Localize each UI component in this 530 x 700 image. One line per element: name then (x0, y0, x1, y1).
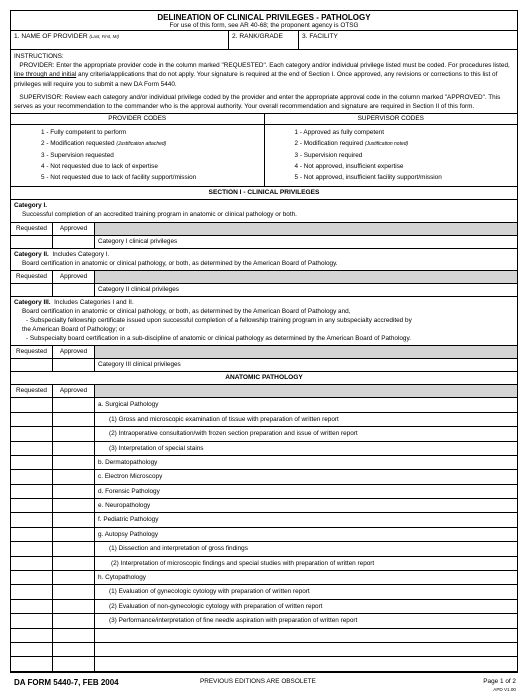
supervisor-code: 5 - Not approved, insufficient facility support/mission (294, 173, 442, 181)
provider-info-row (11, 30, 517, 50)
privilege-row (11, 442, 517, 456)
section-1-heading: SECTION I - CLINICAL PRIVILEGES (11, 187, 517, 200)
approved-cell[interactable] (53, 398, 95, 411)
form-id: DA FORM 5440-7, FEB 2004 (14, 678, 119, 687)
approved-cell[interactable] (53, 643, 95, 656)
previous-editions-note: PREVIOUS EDITIONS ARE OBSOLETE (200, 678, 316, 685)
approved-cell[interactable] (53, 470, 95, 483)
category-3-header-row: Requested Approved (11, 346, 517, 359)
privilege-row (11, 513, 517, 527)
supervisor-code: 4 - Not approved, insufficient expertise (294, 162, 404, 170)
requested-cell[interactable] (11, 359, 53, 371)
facility-label: 3. FACILITY (302, 33, 338, 40)
name-of-provider-label: 1. NAME OF PROVIDER (14, 33, 88, 40)
form-subtitle: For use of this form, see AR 40-68; the proponent agency is OTSG (169, 22, 359, 29)
approved-cell[interactable] (53, 629, 95, 642)
privilege-row (11, 585, 517, 599)
approved-cell[interactable] (53, 499, 95, 512)
requested-cell[interactable] (11, 657, 53, 670)
requested-cell[interactable] (11, 571, 53, 584)
privilege-row (11, 456, 517, 470)
category-2-privilege-row: Category II clinical privileges (11, 284, 517, 297)
supervisor-code: 2 - Modification required (Justification noted) (294, 140, 409, 148)
approved-cell[interactable] (53, 236, 95, 248)
privilege-label: (2) Evaluation of non-gynecologic cytology with preparation of written report (109, 602, 323, 610)
approved-cell[interactable] (53, 359, 95, 371)
privilege-label: (3) Interpretation of special stains (109, 444, 204, 452)
provider-instructions: PROVIDER: Enter the appropriate provider code in the column marked "REQUESTED". Each category and/or individual privilege listed must be coded. For procedures listed, line through and initial any criteria/applications that do not apply. Your signature is required at the end of Section I. Once approved, any revisions or corrections to this list of privileges will require you to submit a new DA Form 5440. (14, 62, 510, 88)
requested-cell[interactable] (11, 427, 53, 440)
instructions (11, 50, 517, 114)
provider-code: 4 - Not requested due to lack of expertise (41, 162, 158, 170)
requested-cell[interactable] (11, 284, 53, 296)
approved-cell[interactable] (53, 513, 95, 526)
privilege-label (95, 643, 517, 656)
privilege-row (11, 499, 517, 513)
approved-cell[interactable] (53, 542, 95, 555)
privilege-row (11, 528, 517, 542)
approved-cell[interactable] (53, 614, 95, 627)
privilege-row (11, 657, 517, 671)
approved-cell[interactable] (53, 427, 95, 440)
requested-cell[interactable] (11, 643, 53, 656)
requested-cell[interactable] (11, 629, 53, 642)
requested-cell[interactable] (11, 442, 53, 455)
requested-cell[interactable] (11, 542, 53, 555)
rank-grade-label: 2. RANK/GRADE (232, 33, 283, 40)
provider-code: 2 - Modification requested (Justification attached) (41, 140, 167, 148)
privilege-label (95, 629, 517, 642)
name-of-provider-field[interactable] (11, 31, 229, 49)
privilege-items (11, 398, 517, 671)
privilege-row (11, 485, 517, 499)
anatomic-header-row: Requested Approved (11, 385, 517, 398)
name-hint: (Last, First, MI) (89, 34, 120, 39)
form-title: DELINEATION OF CLINICAL PRIVILEGES - PATHOLOGY (157, 13, 371, 22)
requested-cell[interactable] (11, 557, 53, 570)
instructions-heading: INSTRUCTIONS: (14, 53, 64, 60)
privilege-row (11, 600, 517, 614)
category-3-privilege-row: Category III clinical privileges (11, 359, 517, 372)
underlined-text: line through and initial (14, 71, 77, 79)
requested-cell[interactable] (11, 513, 53, 526)
privilege-label: (2) Interpretation of microscopic findings and special studies with preparation of written report (111, 559, 375, 567)
requested-cell[interactable] (11, 398, 53, 411)
approved-cell[interactable] (53, 485, 95, 498)
page-number: Page 1 of 2 (483, 678, 516, 685)
facility-field[interactable] (299, 31, 517, 49)
provider-code: 1 - Fully competent to perform (41, 129, 127, 137)
form-footer (14, 676, 520, 698)
privilege-label: (1) Dissection and interpretation of gross findings (109, 545, 248, 553)
privilege-row (11, 542, 517, 556)
provider-code: 5 - Not requested due to lack of facility support/mission (41, 173, 197, 181)
requested-cell[interactable] (11, 614, 53, 627)
requested-cell[interactable] (11, 600, 53, 613)
privilege-label: (3) Performance/interpretation of fine needle aspiration with preparation of written report (109, 617, 358, 625)
codes-table (11, 114, 517, 187)
approved-cell[interactable] (53, 657, 95, 670)
category-2-header-row: Requested Approved (11, 271, 517, 284)
category-2-description: Category II. Includes Category I. Board certification in anatomic or clinical pathology, or both, as determined by the American Board of Pathology. (11, 249, 517, 272)
requested-cell[interactable] (11, 236, 53, 248)
approved-cell[interactable] (53, 528, 95, 541)
provider-code: 3 - Supervision requested (41, 151, 114, 159)
approved-cell[interactable] (53, 585, 95, 598)
privilege-row (11, 557, 517, 571)
privilege-label (95, 657, 517, 670)
requested-cell[interactable] (11, 413, 53, 426)
privilege-row (11, 643, 517, 657)
category-1-description: Category I. Successful completion of an accredited training program in anatomic or clinical pathology or both. (11, 200, 517, 223)
supervisor-code: 3 - Supervision required (294, 151, 363, 159)
requested-cell[interactable] (11, 456, 53, 469)
privilege-label: (1) Evaluation of gynecologic cytology with preparation of written report (109, 588, 310, 596)
requested-cell[interactable] (11, 485, 53, 498)
category-1-header-row: Requested Approved (11, 223, 517, 236)
rank-grade-field[interactable] (229, 31, 299, 49)
anatomic-pathology-heading: ANATOMIC PATHOLOGY (11, 372, 517, 385)
privilege-label: (2) Intraoperative consultation/with frozen section preparation and issue of written report (109, 430, 358, 438)
privilege-row (11, 629, 517, 643)
requested-cell[interactable] (11, 470, 53, 483)
privilege-label: b. Dermatopathology (98, 458, 158, 466)
approved-cell[interactable] (53, 571, 95, 584)
supervisor-codes-header: SUPERVISOR CODES (265, 114, 518, 125)
requested-cell[interactable] (11, 499, 53, 512)
approved-cell[interactable] (53, 557, 95, 570)
requested-cell[interactable] (11, 585, 53, 598)
privilege-label: g. Autopsy Pathology (98, 530, 159, 538)
privilege-row (11, 413, 517, 427)
approved-cell[interactable] (53, 413, 95, 426)
requested-cell[interactable] (11, 528, 53, 541)
provider-codes-header: PROVIDER CODES (11, 114, 264, 125)
supervisor-code: 1 - Approved as fully competent (294, 129, 385, 137)
privilege-label: f. Pediatric Pathology (98, 516, 159, 524)
privilege-label: c. Electron Microscopy (98, 473, 163, 481)
privilege-label: e. Neuropathology (98, 502, 151, 510)
privilege-label: h. Cytopathology (98, 574, 146, 582)
privilege-row (11, 470, 517, 484)
supervisor-instructions: SUPERVISOR: Review each category and/or individual privilege coded by the provider and enter the appropriate approval code in the column marked "APPROVED". This serves as your recommendation to the commander who is the approval authority. Your overall recommendation and signature are required in Section II of this form. (14, 93, 501, 111)
category-3-description: Category III. Includes Categories I and II. Board certification in anatomic or clinical pathology, or both, as determined by the American Board of Pathology and, - Subspecialty fellowship certificate issued upon successful completion of a fellowship training program in any subspecialty accredited by the American Board of Pathology; or - Subspecialty board certification in a sub-discipline of anatomic or clinical pathology as determined by the American Board of Pathology. (11, 297, 517, 346)
privilege-label: (1) Gross and microscopic examination of tissue with preparation of written report (109, 415, 339, 423)
privilege-row (11, 427, 517, 441)
privilege-row (11, 614, 517, 628)
privilege-row (11, 571, 517, 585)
approved-cell[interactable] (53, 442, 95, 455)
supervisor-codes (265, 114, 518, 186)
privilege-row (11, 398, 517, 412)
apd-version: APD V1.00 (493, 687, 516, 692)
approved-cell[interactable] (53, 600, 95, 613)
category-1-privilege-row: Category I clinical privileges (11, 236, 517, 249)
provider-codes (11, 114, 265, 186)
privilege-label: a. Surgical Pathology (98, 401, 159, 409)
approved-cell[interactable] (53, 284, 95, 296)
approved-cell[interactable] (53, 456, 95, 469)
privilege-label: d. Forensic Pathology (98, 487, 160, 495)
form-sheet (10, 10, 518, 673)
